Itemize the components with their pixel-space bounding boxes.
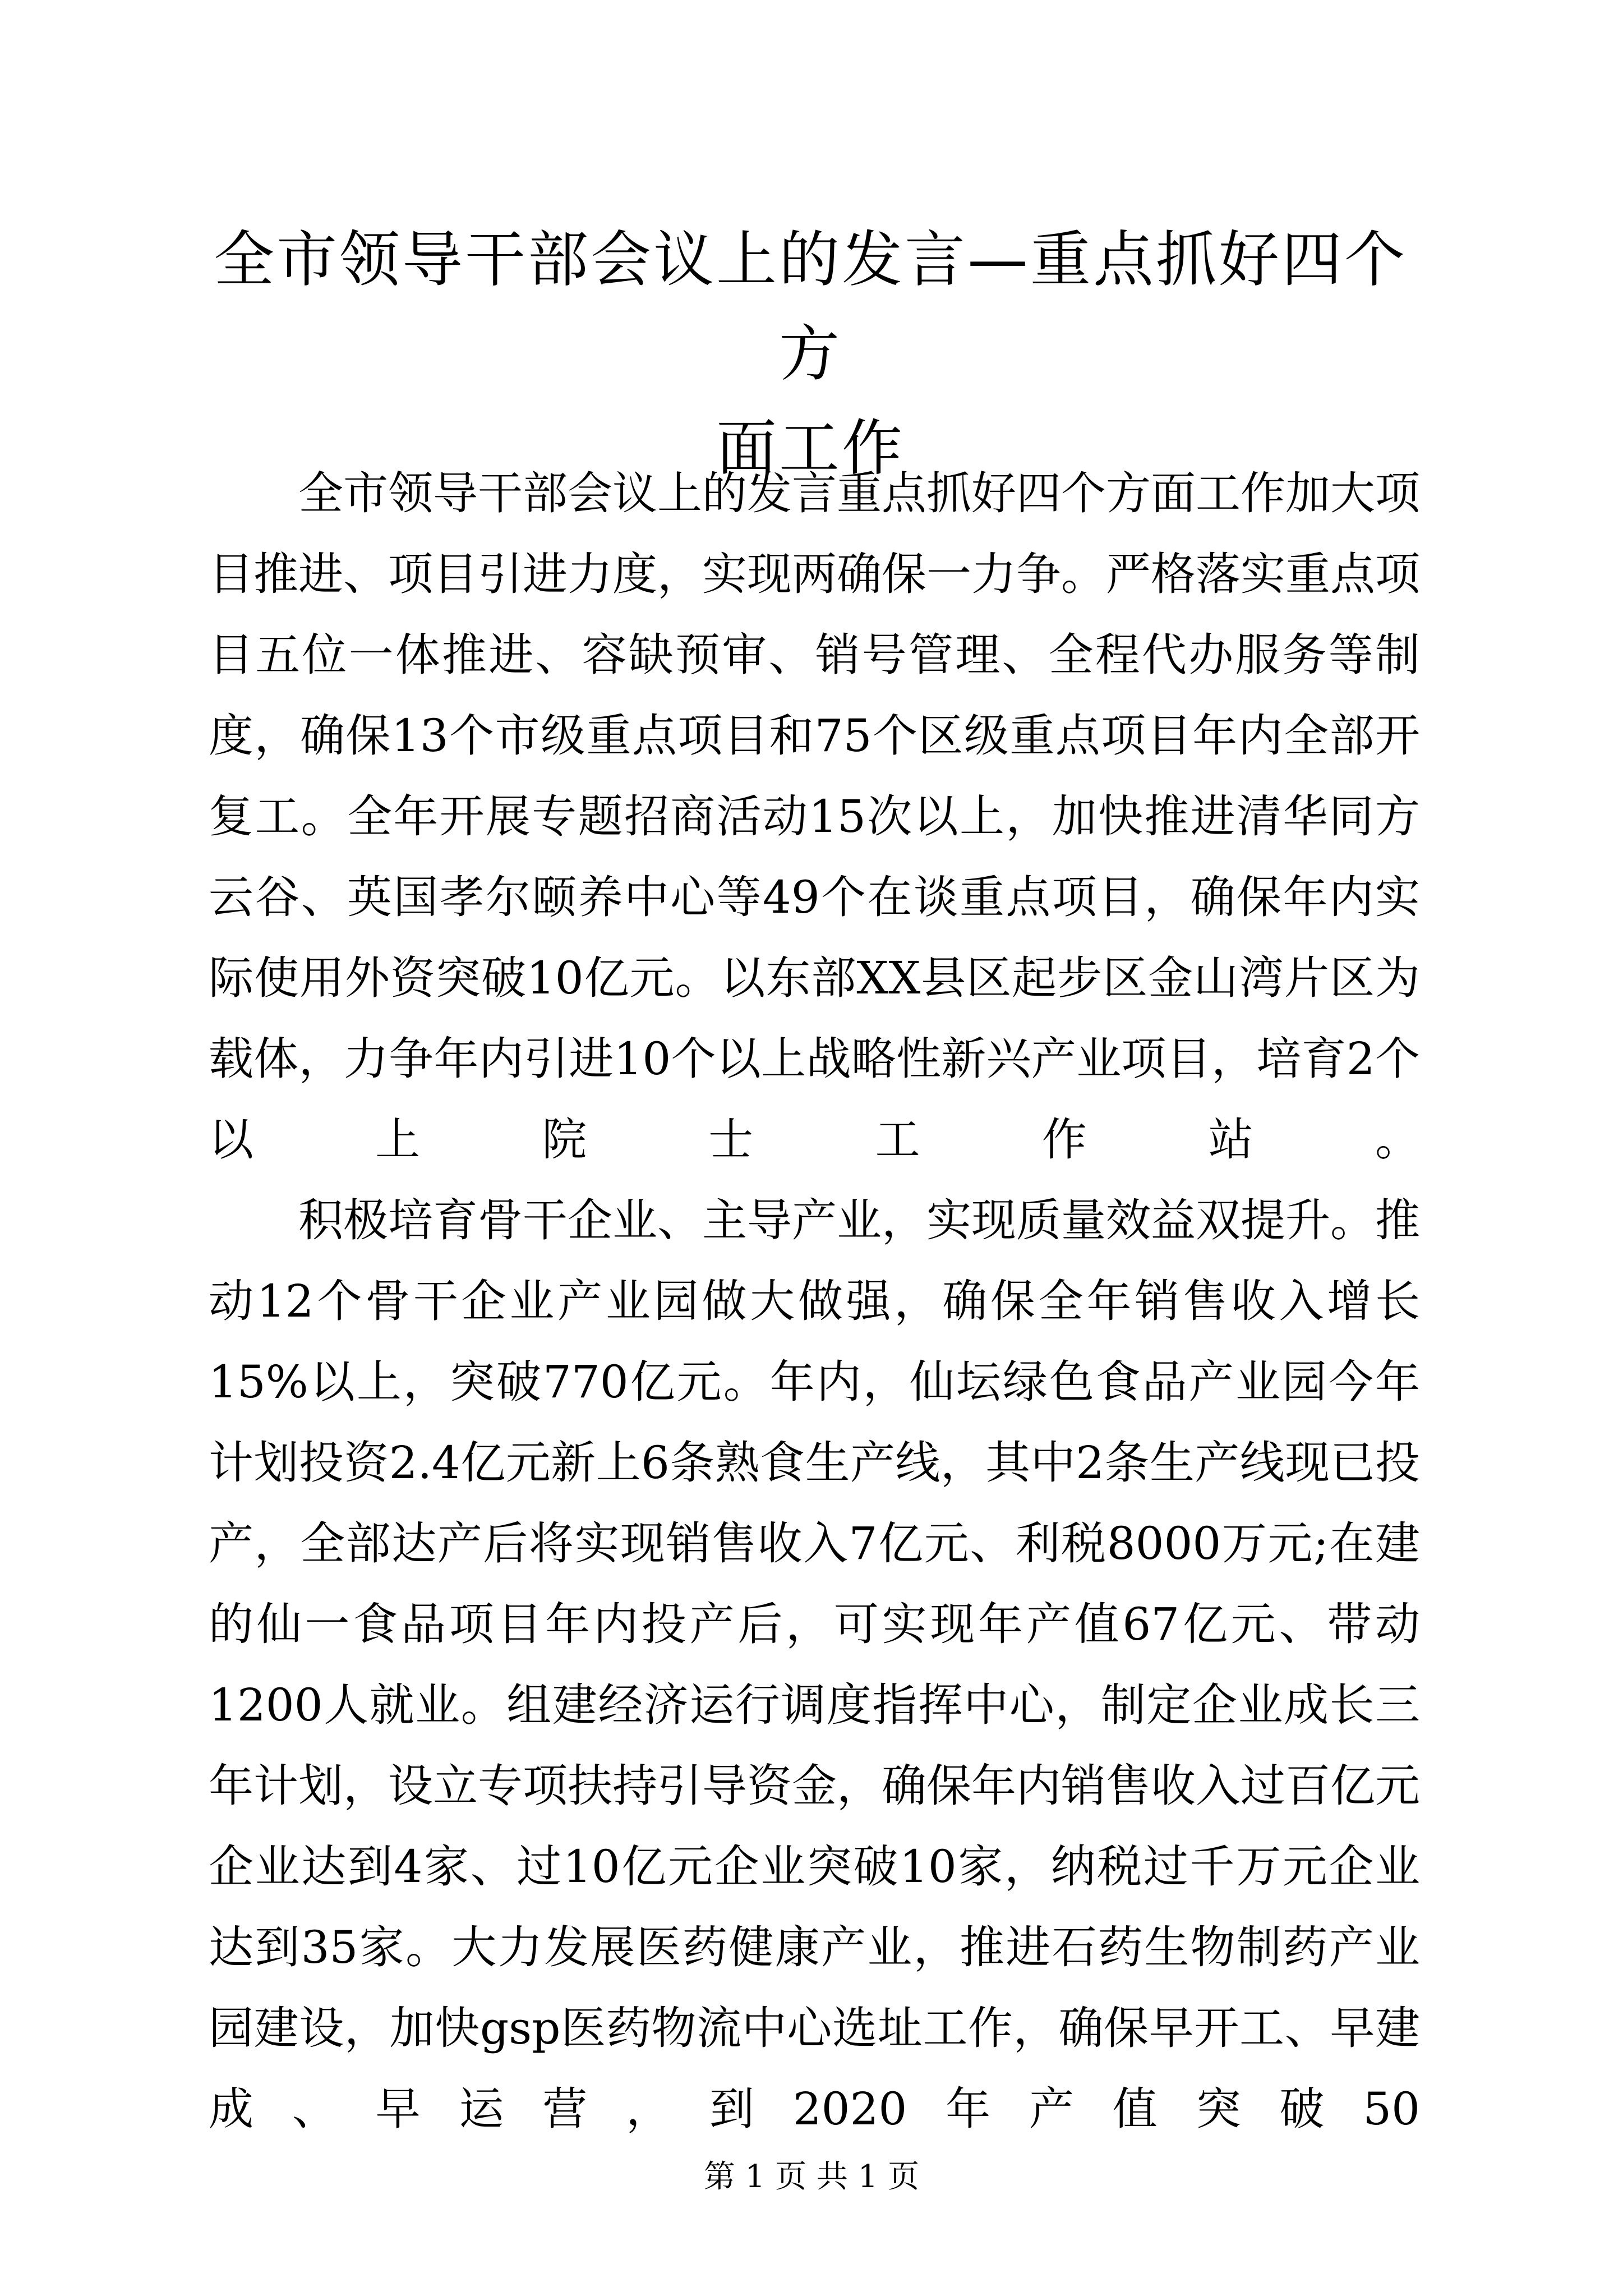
- paragraph-2: 积极培育骨干企业、主导产业，实现质量效益双提升。推动12个骨干企业产业园做大做强，确保全年销售收入增长15%以上，突破770亿元。年内，仙坛绿色食品产业园今年计划投资2.4亿元新上6条熟食生产线，其中2条生产线现已投产，全部达产后将实现销售收入7亿元、利税8000万元;在建的仙一食品项目年内投产后，可实现年产值67亿元、带动1200人就业。组建经济运行调度指挥中心，制定企业成长三年计划，设立专项扶持引导资金，确保年内销售收入过百亿元企业达到4家、过10亿元企业突破10家，纳税过千万元企业达到35家。大力发展医药健康产业，推进石药生物制药产业园建设，加快gsp医药物流中心选址工作，确保早开工、早建成、早运营，到2020年产值突破50: [209, 1194, 1420, 2135]
- title-line-1: 全市领导干部会议上的发言—重点抓好四个方: [213, 225, 1407, 389]
- title-line-2: 面工作: [716, 413, 905, 484]
- paragraph-1: 全市领导干部会议上的发言重点抓好四个方面工作加大项目推进、项目引进力度，实现两确保一力争。严格落实重点项目五位一体推进、容缺预审、销号管理、全程代办服务等制度，确保13个市级重点项目和75个区级重点项目年内全部开复工。全年开展专题招商活动15次以上，加快推进清华同方云谷、英国孝尔颐养中心等49个在谈重点项目，确保年内实际使用外资突破10亿元。以东部XX县区起步区金山湾片区为载体，力争年内引进10个以上战略性新兴产业项目，培育2个以上院士工作站。: [209, 467, 1420, 1166]
- document-body: [209, 453, 1420, 2150]
- page-number-footer: 第 1 页 共 1 页: [703, 2159, 920, 2195]
